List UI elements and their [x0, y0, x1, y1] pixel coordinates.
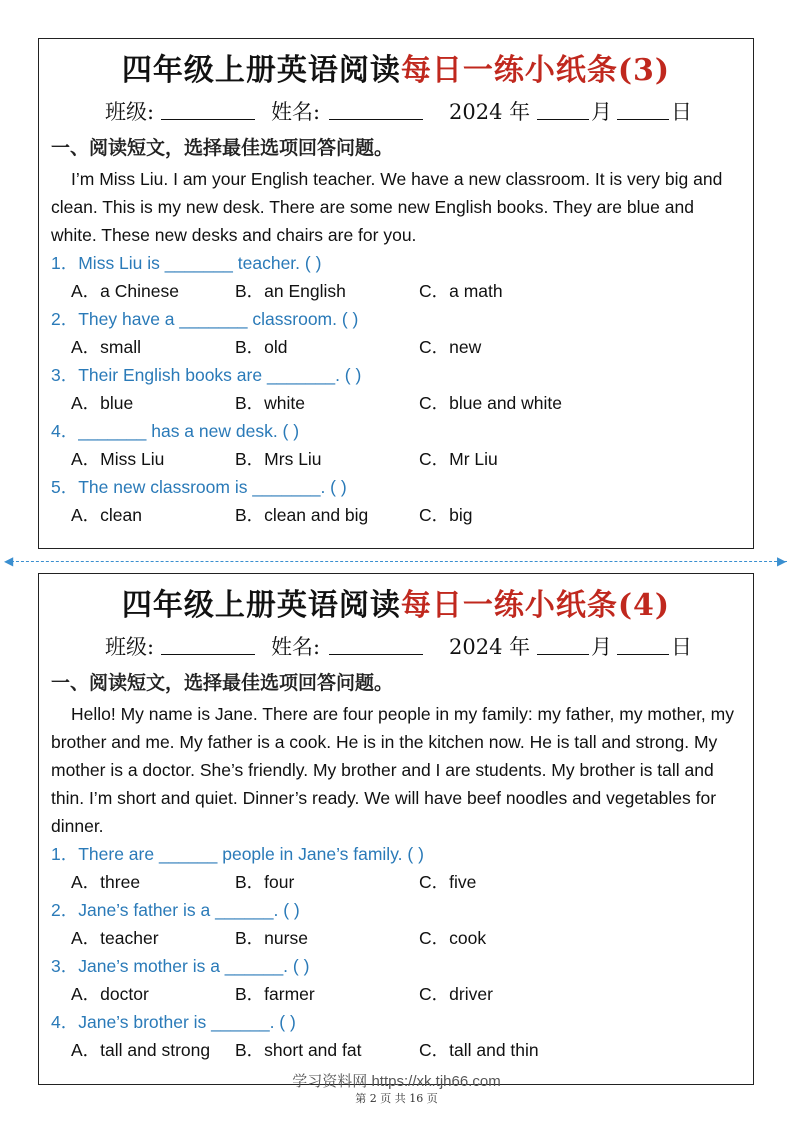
option-a[interactable]: A．tall and strong: [71, 1040, 211, 1060]
question-stem: 4．_______ has a new desk. ( ): [51, 421, 300, 441]
option-row: [39, 980, 753, 1008]
name-label: 姓名:: [271, 100, 321, 124]
page-number: 第 2 页 共 16 页: [355, 1092, 438, 1105]
title-main: 四年级上册英语阅读: [121, 588, 401, 623]
student-info-row: [39, 97, 753, 127]
month-label: 月: [591, 100, 612, 124]
option-c[interactable]: C．a math: [419, 281, 503, 301]
class-blank[interactable]: [161, 632, 255, 655]
title-highlight: 每日一练小纸条(4): [400, 588, 671, 623]
option-a[interactable]: A．Miss Liu: [71, 449, 165, 469]
month-blank[interactable]: [537, 97, 589, 120]
passage-text: I’m Miss Liu. I am your English teacher. We have a new classroom. It is very big and clean. This is my new desk. There are some new English books. They are blue and white. These new desks and chairs are for you.: [51, 169, 723, 245]
option-b[interactable]: B．nurse: [235, 928, 308, 948]
question-stem: 5．The new classroom is _______. ( ): [51, 477, 347, 497]
option-b[interactable]: B．an English: [235, 281, 346, 301]
option-c[interactable]: C．blue and white: [419, 393, 562, 413]
question-stem: 3．Their English books are _______. ( ): [51, 365, 362, 385]
option-a[interactable]: A．teacher: [71, 928, 159, 948]
arrow-right-icon: ▶: [777, 554, 787, 568]
worksheet-title: [39, 51, 753, 91]
day-blank[interactable]: [617, 632, 669, 655]
title-main: 四年级上册英语阅读: [121, 53, 401, 88]
year-label: 2024 年: [449, 635, 531, 659]
option-b[interactable]: B．farmer: [235, 984, 315, 1004]
option-row: [39, 445, 753, 473]
option-a[interactable]: A．small: [71, 337, 142, 357]
title-highlight: 每日一练小纸条(3): [400, 53, 671, 88]
section-heading: 一、阅读短文，选择最佳选项回答问题。: [51, 672, 394, 694]
question-list: [39, 249, 753, 529]
question-stem: 2．Jane’s father is a ______. ( ): [51, 900, 300, 920]
class-label: 班级:: [105, 100, 155, 124]
option-b[interactable]: B．old: [235, 337, 288, 357]
question-list: [39, 840, 753, 1064]
option-row: [39, 1036, 753, 1064]
passage-text: Hello! My name is Jane. There are four people in my family: my father, my mother, my brother and me. My father is a cook. He is in the kitchen now. He is tall and strong. My mother is a doctor. She’s friendly. My brother and I are students. My brother is tall and thin. I’m short and quiet. Dinner’s ready. We will have beef noodles and vegetables for dinner.: [51, 704, 734, 836]
option-b[interactable]: B．clean and big: [235, 505, 369, 525]
name-blank[interactable]: [329, 632, 423, 655]
option-b[interactable]: B．Mrs Liu: [235, 449, 322, 469]
question-stem: 1．There are ______ people in Jane’s family. ( ): [51, 844, 424, 864]
question-stem: 1．Miss Liu is _______ teacher. ( ): [51, 253, 322, 273]
name-blank[interactable]: [329, 97, 423, 120]
day-blank[interactable]: [617, 97, 669, 120]
option-a[interactable]: A．blue: [71, 393, 134, 413]
worksheet-card-4: [38, 573, 754, 1085]
name-label: 姓名:: [271, 635, 321, 659]
year-label: 2024 年: [449, 100, 531, 124]
option-b[interactable]: B．white: [235, 393, 306, 413]
option-c[interactable]: C．Mr Liu: [419, 449, 498, 469]
reading-passage: [51, 700, 741, 840]
option-c[interactable]: C．driver: [419, 984, 493, 1004]
option-a[interactable]: A．doctor: [71, 984, 149, 1004]
option-b[interactable]: B．short and fat: [235, 1040, 362, 1060]
worksheet-card-3: [38, 38, 754, 549]
cut-line: [6, 561, 787, 562]
class-blank[interactable]: [161, 97, 255, 120]
option-a[interactable]: A．clean: [71, 505, 143, 525]
month-label: 月: [591, 635, 612, 659]
month-blank[interactable]: [537, 632, 589, 655]
option-c[interactable]: C．cook: [419, 928, 487, 948]
option-c[interactable]: C．big: [419, 505, 473, 525]
option-row: [39, 389, 753, 417]
option-a[interactable]: A．three: [71, 872, 141, 892]
question-stem: 4．Jane’s brother is ______. ( ): [51, 1012, 296, 1032]
day-label: 日: [671, 635, 692, 659]
option-a[interactable]: A．a Chinese: [71, 281, 179, 301]
day-label: 日: [671, 100, 692, 124]
option-c[interactable]: C．five: [419, 872, 477, 892]
question-stem: 2．They have a _______ classroom. ( ): [51, 309, 359, 329]
class-label: 班级:: [105, 635, 155, 659]
reading-passage: [51, 165, 741, 249]
option-row: [39, 868, 753, 896]
option-row: [39, 333, 753, 361]
watermark-text: 学习资料网 https://xk.tjh66.com: [292, 1073, 501, 1090]
option-c[interactable]: C．tall and thin: [419, 1040, 539, 1060]
worksheet-title: [39, 586, 753, 626]
arrow-left-icon: ◀: [4, 554, 14, 568]
option-b[interactable]: B．four: [235, 872, 295, 892]
question-stem: 3．Jane’s mother is a ______. ( ): [51, 956, 310, 976]
option-row: [39, 501, 753, 529]
student-info-row: [39, 632, 753, 662]
section-heading: 一、阅读短文，选择最佳选项回答问题。: [51, 137, 394, 159]
option-row: [39, 924, 753, 952]
option-row: [39, 277, 753, 305]
option-c[interactable]: C．new: [419, 337, 482, 357]
